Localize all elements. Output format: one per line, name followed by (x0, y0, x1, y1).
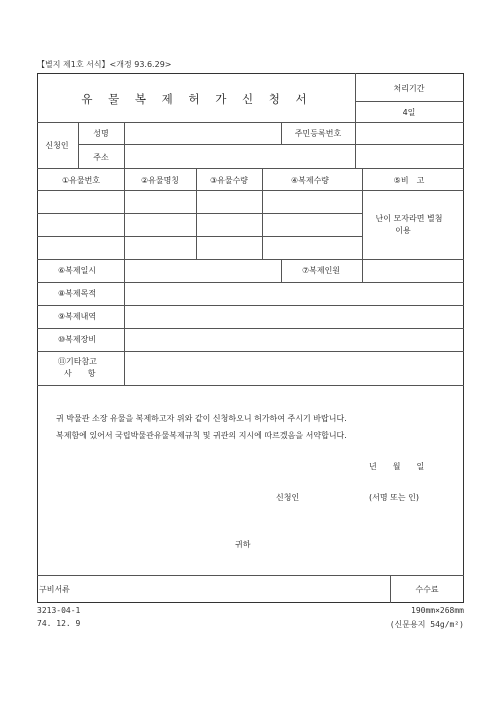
form-code: 3213-04-1 (37, 606, 81, 615)
address-field[interactable] (126, 146, 462, 166)
row-line (37, 282, 464, 283)
col-artifact-number: ①유물번호 (61, 176, 101, 185)
signer-field[interactable] (302, 488, 366, 502)
applicant-label: 신청인 (45, 141, 69, 150)
date-line: 년 월 일 (369, 462, 425, 471)
col-line (390, 575, 391, 603)
other-notes-field[interactable] (126, 353, 462, 383)
row-line (37, 213, 362, 214)
row-line (37, 328, 464, 329)
remarks-note-line1: 난이 모자라면 별첨 (375, 214, 443, 223)
col-artifact-name: ②유물명칭 (140, 176, 180, 185)
paper-size: 190mm×268mm (411, 606, 464, 615)
row-line (37, 385, 464, 386)
col-remarks: ⑤비 고 (393, 176, 425, 185)
signer-label: 신청인 (276, 493, 300, 502)
copy-date-label: ⑥복제일시 (58, 266, 97, 275)
col-line (124, 122, 125, 168)
copy-date-field[interactable] (126, 261, 279, 280)
row-line (37, 236, 362, 237)
form-date: 74. 12. 9 (37, 619, 81, 628)
col-line (281, 259, 282, 282)
row-line (37, 351, 464, 352)
col-line (362, 168, 363, 259)
row-line (37, 305, 464, 306)
copy-purpose-field[interactable] (126, 284, 462, 303)
copy-staff-field[interactable] (364, 261, 462, 280)
copy-equipment-label: ⑩복제장비 (58, 335, 97, 344)
other-notes-label-line1: ⑪기타참고 (58, 357, 97, 366)
copy-equipment-field[interactable] (126, 330, 462, 349)
row-line (37, 190, 464, 191)
copy-details-label: ⑨복제내역 (58, 312, 97, 321)
other-notes-label-line2: 사 항 (64, 369, 96, 378)
row-line (37, 259, 464, 260)
fee-label: 수수료 (415, 585, 439, 594)
address-label: 주소 (93, 153, 109, 162)
copy-staff-label: ⑦복제인원 (301, 266, 341, 275)
copy-purpose-label: ⑧복제목적 (58, 289, 97, 298)
row-line (37, 122, 464, 123)
row-line (37, 168, 464, 169)
form-title: 유 물 복 제 허 가 신 청 서 (81, 92, 313, 106)
col-line (78, 122, 79, 168)
statement-line1: 귀 박물관 소장 유물을 복제하고자 위와 같이 신청하오니 허가하여 주시기 바랍니다. (56, 414, 347, 423)
col-line (124, 168, 125, 259)
processing-period-label: 처리기간 (393, 84, 425, 93)
title-divider (355, 101, 464, 102)
col-line (124, 259, 125, 385)
copy-details-field[interactable] (126, 307, 462, 326)
resident-number-field[interactable] (357, 124, 462, 142)
row-line (37, 575, 464, 576)
addressee-suffix: 귀하 (235, 540, 251, 549)
name-field[interactable] (126, 124, 279, 142)
col-artifact-quantity: ③유물수량 (209, 176, 249, 185)
required-documents-label: 구비서류 (39, 585, 70, 594)
resident-number-label: 주민등록번호 (294, 129, 342, 138)
name-label: 성명 (93, 129, 109, 138)
statement-line2: 복제함에 있어서 국립박물관유물복제규칙 및 귀관의 지시에 따르겠음을 서약합니다. (56, 431, 347, 440)
remarks-note-line2: 이용 (395, 226, 411, 235)
paper-type: (신문용지 54g/m²) (389, 620, 464, 629)
row-line (78, 144, 464, 145)
col-line (281, 122, 282, 144)
col-line (196, 168, 197, 259)
col-line (362, 259, 363, 282)
col-copy-quantity: ④복제수량 (290, 176, 330, 185)
processing-period-value: 4일 (402, 108, 416, 117)
col-line (262, 168, 263, 259)
sign-note: (서명 또는 인) (369, 493, 419, 502)
form-header-note: 【별지 제1호 서식】<개정 93.6.29> (37, 60, 172, 69)
